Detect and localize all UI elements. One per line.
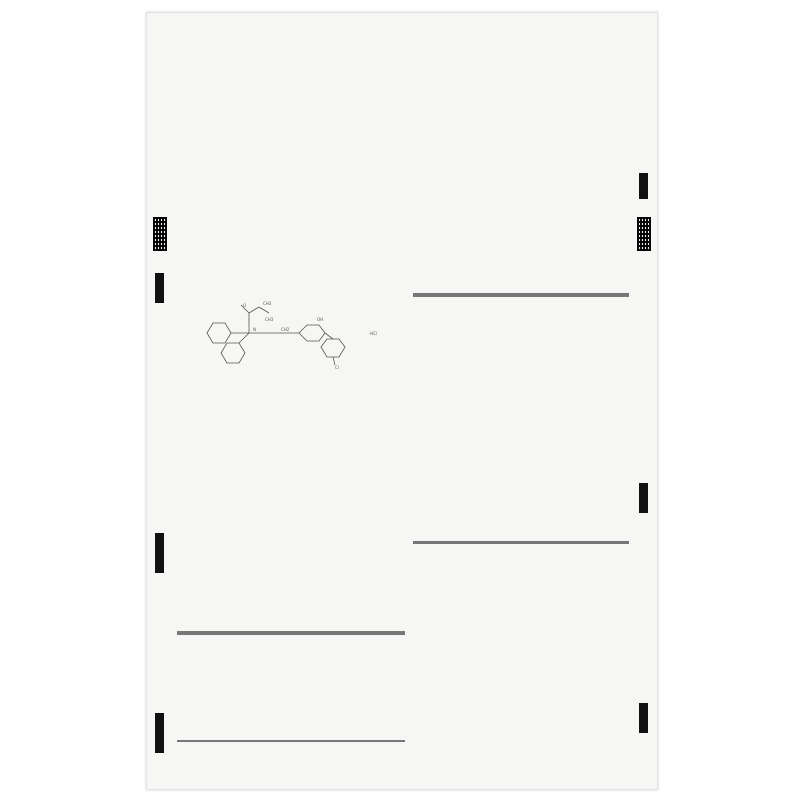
svg-text:CH2: CH2 bbox=[281, 327, 290, 332]
svg-text:Cl: Cl bbox=[335, 365, 339, 369]
svg-text:·HCl: ·HCl bbox=[369, 331, 378, 336]
svg-text:OH: OH bbox=[317, 317, 324, 322]
barcode-icon bbox=[637, 217, 651, 251]
registration-mark-icon bbox=[639, 483, 648, 513]
chemical-structure-diagram bbox=[199, 299, 389, 369]
text-line bbox=[197, 145, 412, 154]
svg-text:N: N bbox=[253, 327, 256, 332]
table-row bbox=[414, 543, 629, 544]
left-column-top bbox=[197, 145, 412, 154]
svg-text:CH3: CH3 bbox=[263, 301, 272, 306]
registration-mark-icon bbox=[639, 703, 648, 733]
table-row bbox=[414, 296, 629, 297]
adverse-reaction-table-3 bbox=[413, 293, 629, 297]
registration-mark-icon bbox=[155, 273, 164, 303]
table-header-cell bbox=[178, 741, 405, 742]
table-cell bbox=[414, 543, 569, 544]
table-cell bbox=[414, 296, 569, 297]
adverse-reaction-table-2 bbox=[177, 740, 405, 742]
registration-mark-icon bbox=[155, 533, 164, 573]
registration-mark-icon bbox=[155, 713, 164, 753]
table-cell bbox=[178, 634, 341, 635]
registration-mark-icon bbox=[639, 173, 648, 199]
leaflet-sheet bbox=[146, 12, 658, 790]
barcode-icon bbox=[153, 217, 167, 251]
table-cell bbox=[341, 634, 405, 635]
table-cell bbox=[568, 543, 628, 544]
table-row bbox=[178, 634, 405, 635]
svg-text:CH3: CH3 bbox=[265, 317, 274, 322]
svg-text:O: O bbox=[243, 303, 247, 308]
table-cell bbox=[568, 296, 628, 297]
adverse-reaction-table-1 bbox=[177, 631, 405, 635]
adverse-reaction-table-5 bbox=[413, 541, 629, 544]
